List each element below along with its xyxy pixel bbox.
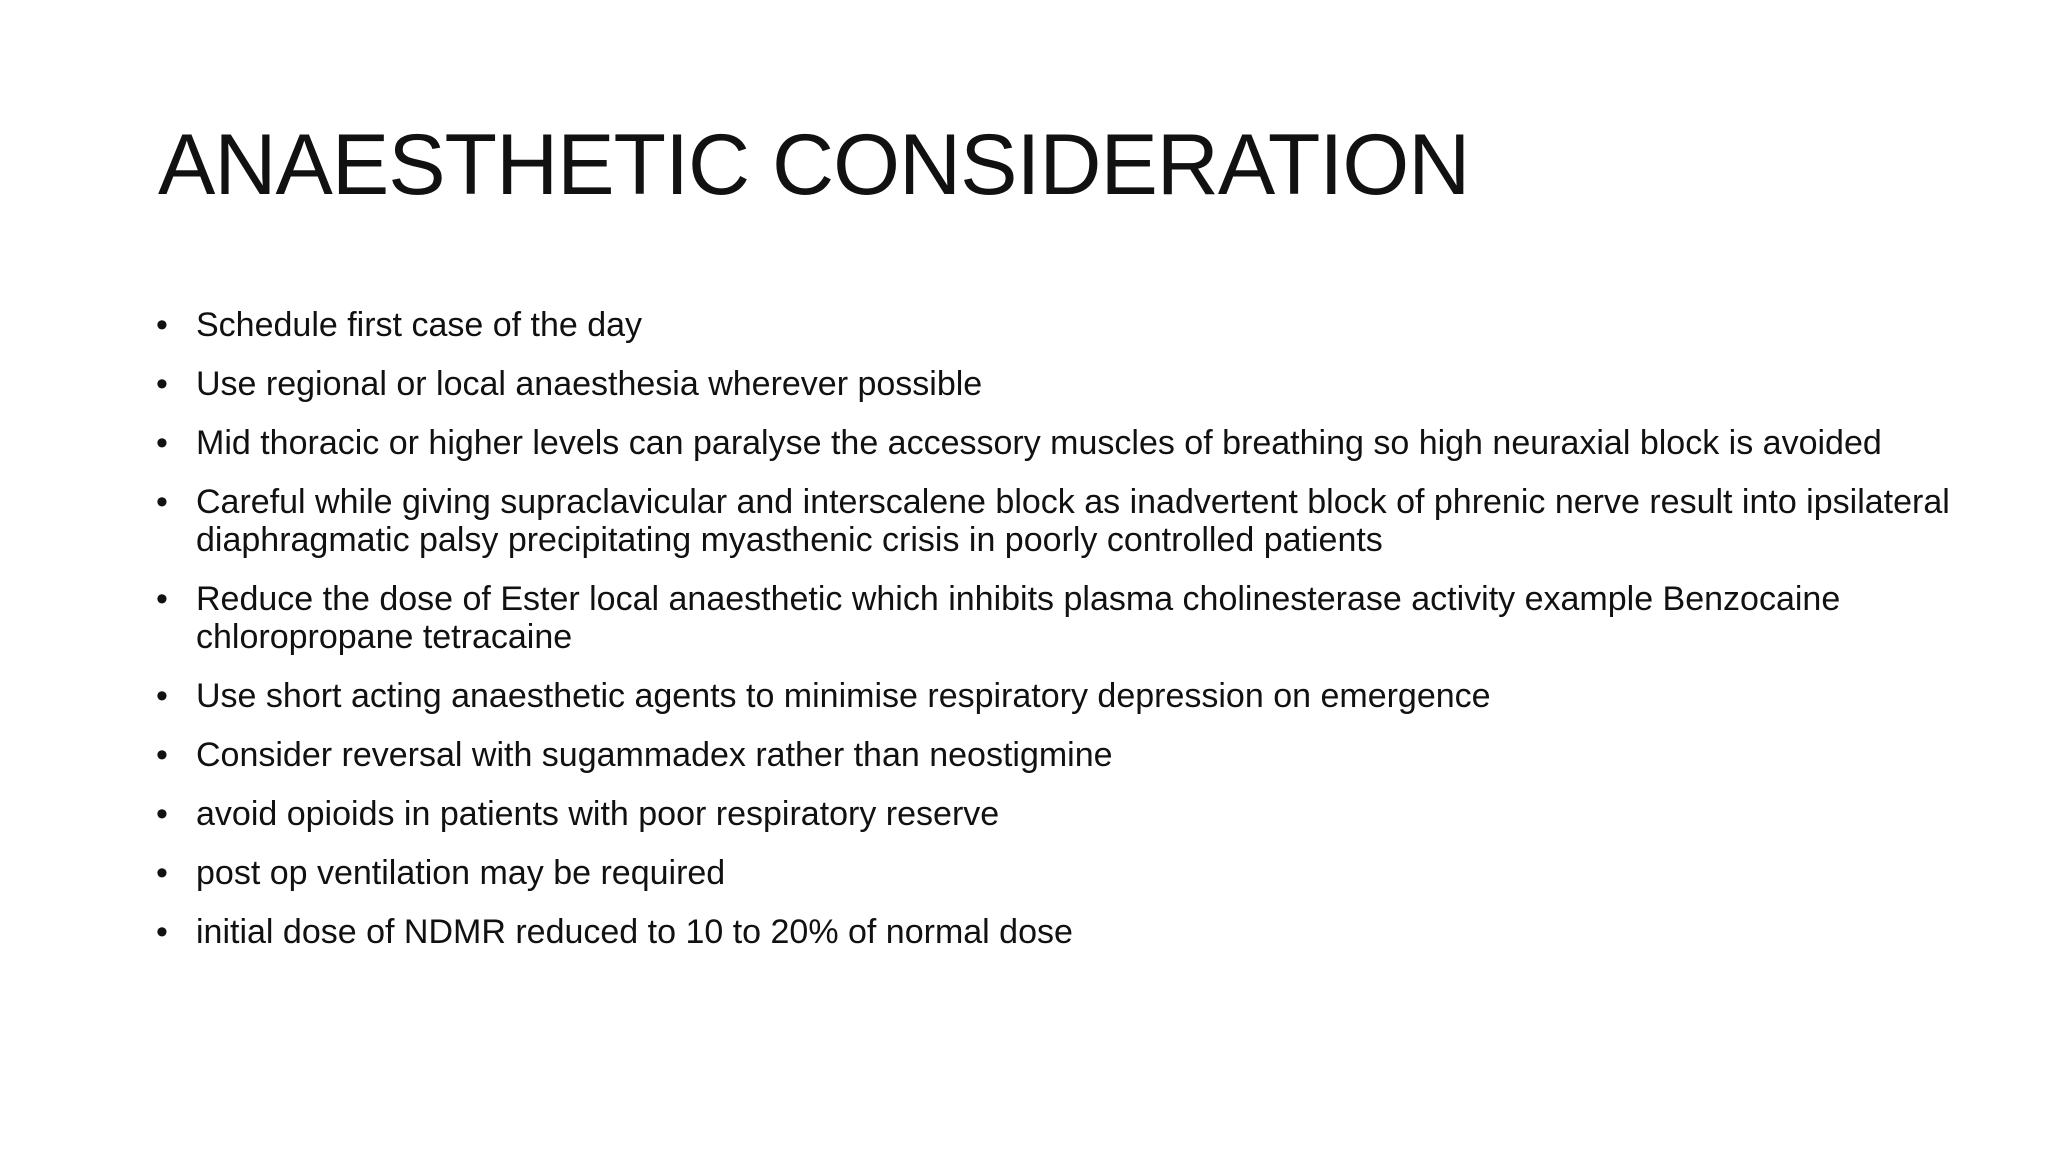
list-item-text: avoid opioids in patients with poor respiratory reserve	[196, 795, 1000, 833]
bullet-icon: •	[156, 736, 168, 774]
list-item	[156, 424, 1956, 462]
bullet-icon: •	[156, 424, 168, 462]
list-item-text: Consider reversal with sugammadex rather than neostigmine	[196, 736, 1113, 774]
list-item	[156, 913, 1956, 951]
list-item	[156, 306, 1956, 344]
bullet-icon: •	[156, 677, 168, 715]
bullet-list	[156, 306, 1956, 972]
list-item	[156, 736, 1956, 774]
list-item	[156, 365, 1956, 403]
bullet-icon: •	[156, 580, 168, 618]
list-item	[156, 795, 1956, 833]
list-item-text: Mid thoracic or higher levels can paralyse the accessory muscles of breathing so high neuraxial block is avoided	[196, 424, 1882, 462]
list-item	[156, 483, 1956, 559]
bullet-icon: •	[156, 854, 168, 892]
bullet-icon: •	[156, 913, 168, 951]
list-item-text: Use regional or local anaesthesia wherever possible	[196, 365, 983, 403]
list-item	[156, 580, 1956, 656]
list-item	[156, 854, 1956, 892]
bullet-icon: •	[156, 795, 168, 833]
bullet-icon: •	[156, 306, 168, 344]
list-item-text: Schedule first case of the day	[196, 306, 643, 344]
list-item	[156, 677, 1956, 715]
bullet-icon: •	[156, 483, 168, 521]
list-item-text: initial dose of NDMR reduced to 10 to 20% of normal dose	[196, 913, 1073, 951]
list-item-text: Reduce the dose of Ester local anaesthetic which inhibits plasma cholinesterase activity example Benzocaine chloropropane tetracaine	[196, 580, 1841, 656]
list-item-text: Use short acting anaesthetic agents to minimise respiratory depression on emergence	[196, 677, 1491, 715]
list-item-text: post op ventilation may be required	[196, 854, 726, 892]
list-item-text: Careful while giving supraclavicular and interscalene block as inadvertent block of phrenic nerve result into ipsilateral diaphragmatic palsy precipitating myasthenic crisis in poorly controlled patients	[196, 483, 1950, 559]
bullet-icon: •	[156, 365, 168, 403]
slide-title: ANAESTHETIC CONSIDERATION	[158, 117, 1470, 213]
